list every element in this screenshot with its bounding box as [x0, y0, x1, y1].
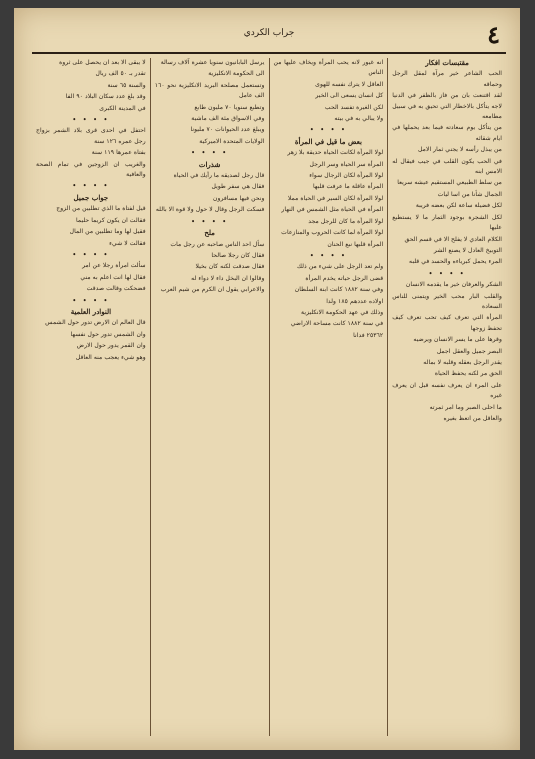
- paragraph: لكن الغيرة تفسد الحب: [324, 103, 384, 111]
- paragraph: سأل احد الناس صاحبه عن رجل مات: [170, 240, 265, 248]
- page-number: ٤: [487, 20, 500, 49]
- paragraph: الحب الشاعر خير مرآة لمقل الرجل وحماقه: [392, 70, 502, 88]
- paragraph: فقال هي سفر طويل: [211, 183, 265, 191]
- paragraph: وان الشمس تدور حول نفسها: [70, 330, 146, 338]
- paragraph: اولاده عددهم ١٨٥ ولدا: [326, 297, 384, 305]
- paragraph: المرأة سر الحياة وسر الرجل: [309, 160, 384, 168]
- column-2: [269, 58, 388, 736]
- paragraph: البصر جميل والعقل اجمل: [436, 347, 502, 355]
- section-title: شذرات: [198, 159, 221, 169]
- paragraph: فقال كان رجلا صالحا: [211, 251, 265, 259]
- page-header: [32, 18, 506, 54]
- paragraph: والسنة ٦٥ سنة: [107, 81, 146, 89]
- paragraph: المرأة في الحياة مثل الشمس في النهار: [281, 206, 384, 214]
- section-divider: • • • •: [72, 250, 110, 259]
- column-3: [150, 58, 269, 736]
- section-divider: • • • •: [309, 251, 347, 260]
- newspaper-page: [14, 8, 520, 750]
- section-title: جواب جميل: [73, 192, 109, 202]
- paragraph: ولا يبالي به في بيته: [334, 115, 384, 123]
- paragraph: لولا المرأة لكان السير في الحياة مملا: [287, 194, 384, 202]
- paragraph: لولا المرأة ما كان للرجل مجد: [308, 217, 384, 225]
- paragraph: قال العالم ان الارض تدور حول الشمس: [45, 319, 146, 327]
- paragraph: فقال لها انت اعلم به مني: [80, 273, 146, 281]
- paragraph: ٢٥٣٦٢ فدانا: [353, 331, 384, 339]
- paragraph: والعاقل من اتعظ بغيره: [443, 415, 502, 422]
- paragraph: فقالت ان يكون كريما حليما: [76, 216, 146, 224]
- paragraph: الجمال شأنا من اسا ليات: [437, 190, 502, 198]
- paragraph: قضى الرجل حياته يخدم المرأة: [305, 274, 384, 282]
- paragraph: وفي الاسواق مئة الف ماشية: [191, 115, 265, 123]
- paragraph: في سنة ١٨٨٢ كانت مساحة الاراضي: [290, 320, 384, 328]
- paragraph: الى الحكومة الانكليزية: [208, 70, 265, 78]
- section-title: ملح: [204, 228, 215, 238]
- paragraph: لولا المرأة لكانت الحياة حديقة بلا زهر: [287, 149, 384, 157]
- paragraph: ونحن فيها مسافرون: [212, 194, 265, 202]
- paragraph: وان القمر يدور حول الارض: [76, 342, 146, 350]
- section-title: النوادر العلمية: [70, 306, 112, 316]
- paragraph: كل انسان يسعى الى الخير: [315, 92, 384, 100]
- paragraph: يقدر الرجل بعقله وقلبه لا بماله: [423, 358, 502, 366]
- paragraph: لكل الشجرة بوجود الثمار ما لا يستطيع عليها: [392, 213, 502, 232]
- paragraph: من يتأكل يوم سعادته فيما بعد يحملها في ايام شقائه: [392, 124, 502, 142]
- paragraph: العاقل لا يترك نفسه للهوى: [315, 80, 384, 88]
- section-divider: • • • •: [72, 116, 110, 125]
- paragraph: الكلام العادي لا يفلح الا في قسم الحق: [404, 235, 502, 243]
- section-title: مقتبسات افكار: [425, 58, 469, 67]
- paragraph: في الحب يكون القلب في جيب فيقال له الامس ابنه: [392, 157, 502, 176]
- paragraph: ما احلى الصبر وما امر ثمرته: [429, 403, 502, 411]
- paragraph: فقيل لها وما تطلبين من المال: [69, 228, 146, 236]
- column-4: [32, 58, 150, 736]
- paragraph: المرأة قلبها نبع الحنان: [327, 240, 384, 248]
- paragraph: الشكر والعرفان خير ما يقدمه الانسان: [405, 281, 502, 289]
- paragraph: الولايات المتحدة الاميركية: [199, 137, 265, 145]
- paragraph: فقالت لا شيء: [109, 239, 146, 247]
- paragraph: وقد بلغ عدد سكان البلاد ٩٠ الفا: [65, 93, 146, 101]
- paragraph: ولم تعد الرجل على شيء من ذلك: [296, 263, 384, 271]
- section-divider: • • • •: [191, 217, 229, 226]
- paragraph: الحق مر لكنه يحفظ الحياة: [434, 370, 502, 378]
- paragraph: قيل لفتاة ما الذي تطلبين من الزوج: [56, 205, 146, 213]
- section-divider: • • • •: [191, 149, 229, 158]
- paragraph: فقال صدقت لكنه كان بخيلا: [195, 263, 265, 271]
- paragraph: لكل فضيلة ساعة لكن بعضه فريبة: [415, 202, 502, 210]
- paragraph: وهو شيء يعجب منه العاقل: [75, 353, 146, 361]
- paragraph: وتطبع سنويا ٧٠ مليون طابع: [194, 103, 265, 111]
- paragraph: وتستعمل مصلحة البريد الانكليزية نحو ١٦٠ الف عامل: [154, 81, 265, 100]
- paragraph: من يبذل رأسه لا يجني ثمار الامل: [417, 146, 502, 154]
- paragraph: والغريب ان الزوجين في تمام الصحة والعافية: [36, 160, 146, 179]
- paper-title: جراب الكردي: [243, 28, 295, 38]
- paragraph: وقرها على ما يسر الانسان ويرضيه: [413, 336, 502, 344]
- text-columns: [32, 58, 506, 736]
- paragraph: والاعرابي يقول ان الكرم من شيم العرب: [160, 286, 265, 294]
- section-title: بعض ما قيل في المرأة: [294, 136, 362, 146]
- paragraph: لولا المرأة لما كانت الحروب والمنازعات: [281, 229, 384, 237]
- section-divider: • • • •: [309, 126, 347, 135]
- paragraph: التوبيخ العادل لا يصنع الشر: [433, 246, 502, 254]
- paragraph: وقالوا ان البخل داء لا دواء له: [191, 274, 265, 282]
- section-divider: • • • •: [72, 182, 110, 191]
- paragraph: والقلب البار محب الخير ويتمنى للناس السعادة: [392, 292, 502, 310]
- paragraph: فسكت الرجل وقال لا حول ولا قوة الا بالله: [155, 206, 265, 214]
- paragraph: ويبلغ عدد الحيوانات ٧٠ مليونا: [190, 126, 265, 134]
- paragraph: من سلط الطبيعي المستقيم عيشه سريعا: [397, 179, 502, 187]
- paragraph: تقدر بـ ٥٠ الف ريال: [95, 70, 146, 78]
- paragraph: يرسل البابانيون سنويا عشرة آلاف رسالة: [160, 59, 265, 66]
- paragraph: المرأة التي تعرف كيف تحب تعرف كيف تحفظ زوجها: [392, 314, 502, 332]
- paragraph: وذلك في عهد الحكومة الانكليزية: [301, 308, 384, 316]
- paragraph: لقد اقتنعت بان من فاز بالظفر في الدنيا لاجه يتأكل بالاخطار التي تحيق به في سبيل مطامعه: [392, 92, 502, 121]
- section-divider: • • • •: [72, 296, 110, 305]
- paragraph: انه غيور لانه يحب المرأة ويخاف عليها من الناس: [273, 59, 384, 77]
- paragraph: في المدينة الكبرى: [99, 104, 146, 112]
- paragraph: قال رجل لصديقه ما رأيك في الحياة: [173, 172, 265, 180]
- section-divider: • • • •: [428, 269, 466, 278]
- paragraph: وفي سنة ١٨٨٢ كانت ابنة السلطان: [294, 286, 384, 294]
- paragraph: المرأة عاقلة ما عرفت قلبها: [312, 183, 384, 191]
- column-1: [387, 58, 506, 736]
- paragraph: على المرء ان يعرف نفسه قبل ان يعرف غيره: [392, 381, 502, 400]
- paragraph: بفتاة عمرها ١١٩ سنة: [91, 149, 146, 157]
- paragraph: فضحكت وقالت صدقت: [86, 285, 146, 293]
- paragraph: المرء يحمل كبرياءه والحسد في قلبه: [409, 258, 502, 266]
- paragraph: لا يبقى الا بعد ان يحصل على ثروة: [59, 59, 146, 66]
- paragraph: احتفل في احدى قرى بلاد الشمر بزواج رجل عمره ١٢٦ سنة: [36, 127, 146, 145]
- paragraph: سألت امرأة رجلا عن امر: [82, 262, 146, 270]
- paragraph: لولا المرأة لكان الرجال سواء: [309, 172, 384, 180]
